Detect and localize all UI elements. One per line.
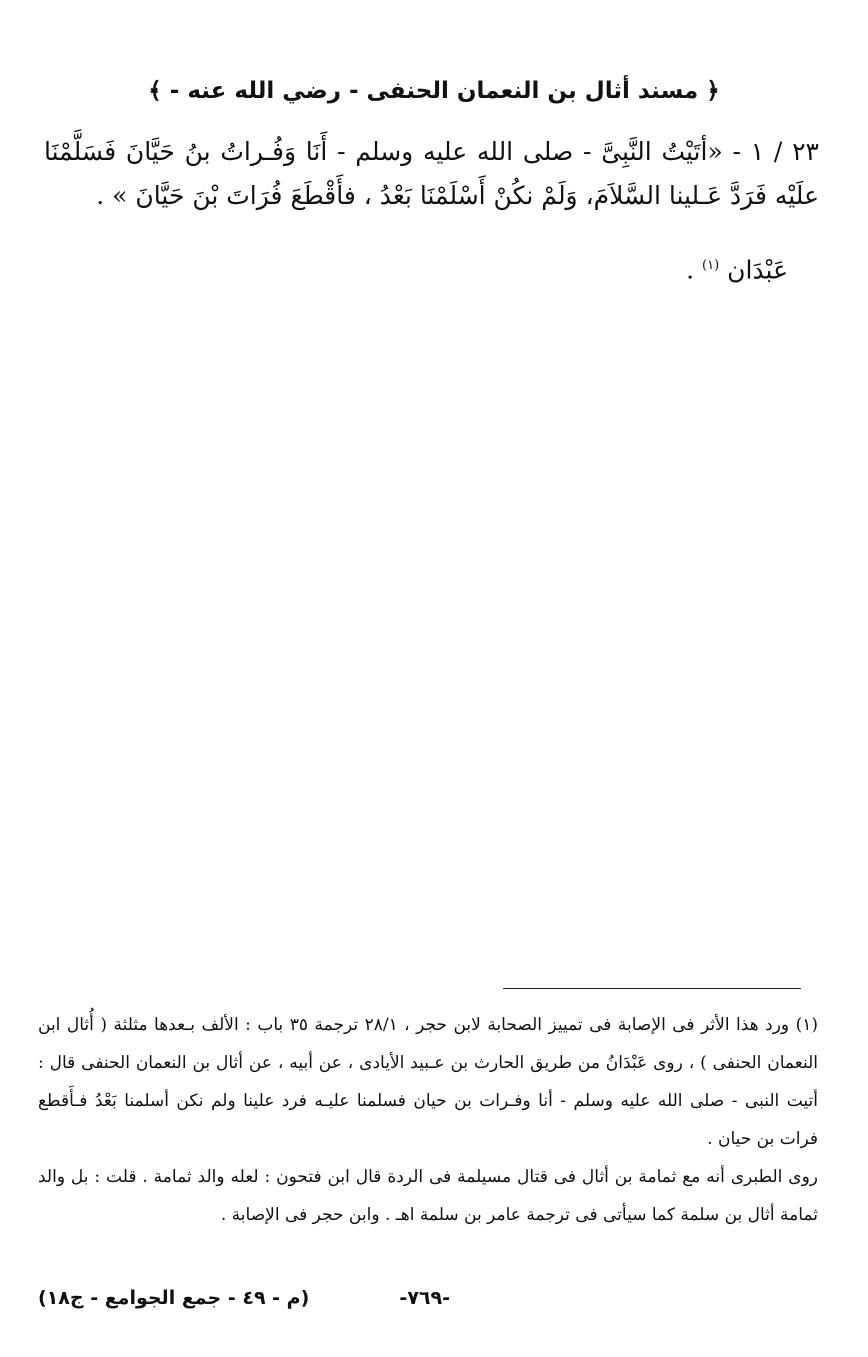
hadith-text: ٢٣ / ١ - «أتَيْتُ النَّبِىَّ - صلى الله عليه وسلم - أَنَا وَفُـراتُ بنُ حَيَّانَ فَسَلَّمْنَا علَيْه فَرَدَّ عَـلينا السَّلاَمَ، وَلَمْ نكُنْ أَسْلَمْنَا بَعْدُ ، فأَقْطَعَ فُرَاتَ بْنَ حَيَّانَ » . (44, 137, 819, 210)
page-number: -٧٦٩- (399, 1287, 450, 1309)
source-period: . (686, 255, 703, 285)
source-name: عَبْدَان (727, 255, 788, 285)
footnote-reference: (١) (702, 258, 720, 273)
page-footer (0, 1283, 868, 1323)
hadith-source (44, 246, 788, 290)
footnote-continuation: روى الطبرى أنه مع ثمامة بن أثال فى قتال مسيلمة فى الردة قال ابن فتحون : لعله والد ثمامة . قلت : بل والد ثمامة أثال بن سلمة كما سيأتى فى ترجمة عامر بن سلمة اهـ . وابن حجر فى الإصابة . (38, 1167, 818, 1225)
section-heading: ﴿ مسند أثال بن النعمان الحنفى - رضي الله عنه - ﴾ (148, 78, 720, 104)
footnote-separator (503, 988, 801, 989)
footnote-1: (١) ورد هذا الأثر فى الإصابة فى تمييز الصحابة لابن حجر ، ٢٨/١ ترجمة ٣٥ باب : الألف بـعدها مثلثة ( أُثال ابن النعمان الحنفى ) ، روى عَبْدَانُ من طريق الحارث بن عـبيد الأيادى ، عن أبيه ، عن أثال بن النعمان الحنفى قال : أتيت النبى - صلى الله عليه وسلم - أنا وفـرات بن حيان فسلمنا عليـه فرد علينا ولم نكن أسلمنا بَعْدُ فـأَقطع فرات بن حيان . (38, 1015, 819, 1149)
footnotes (38, 1006, 818, 1234)
signature-mark: (م - ٤٩ - جمع الجوامع - ج١٨) (38, 1287, 310, 1309)
